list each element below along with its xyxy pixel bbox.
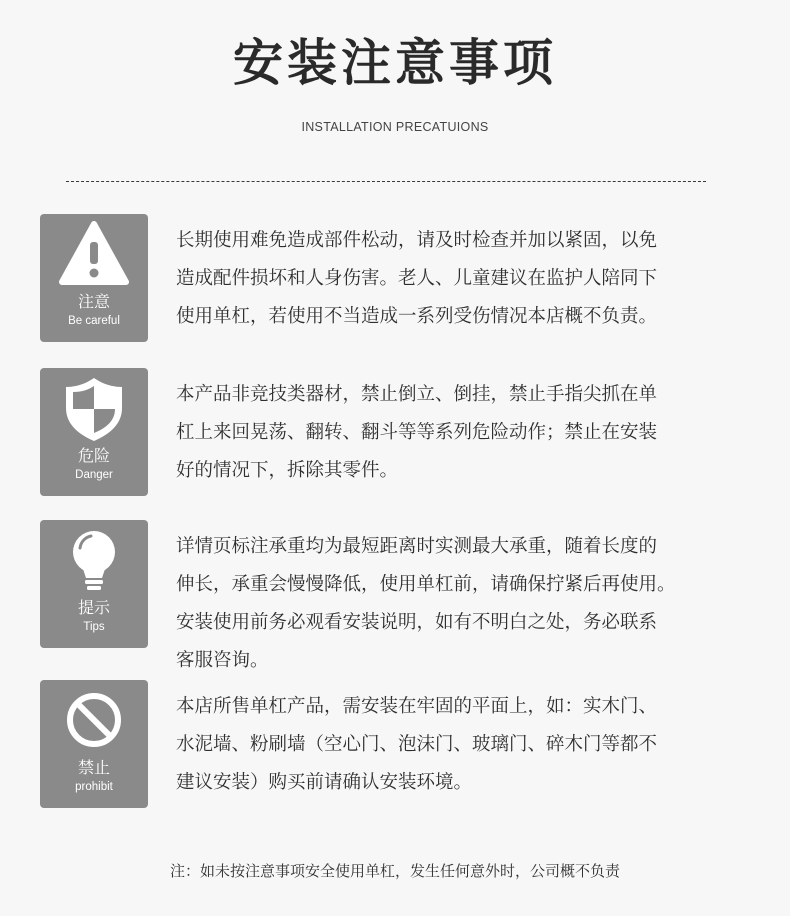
danger-text: 本产品非竞技类器材，禁止倒立、倒挂，禁止手指尖抓在单 杠上来回晃荡、翻转、翻斗等等系列危险动作；禁止在安装 好的情况下，拆除其零件。 [176, 384, 658, 481]
prohibit-text: 本店所售单杠产品，需安装在牢固的平面上，如：实木门、 水泥墙、粉刷墙（空心门、泡沫门、玻璃门、碎木门等都不 建议安装）购买前请确认安装环境。 [176, 696, 658, 793]
prohibited-icon [40, 680, 148, 760]
prohibit-label-cn: 禁止 [77, 758, 110, 777]
careful-badge [40, 214, 148, 342]
careful-label-en: Be careful [68, 315, 120, 327]
danger-label-cn: 危险 [77, 446, 110, 465]
tips-badge [40, 520, 148, 648]
careful-text: 长期使用难免造成部件松动，请及时检查并加以紧固，以免 造成配件损坏和人身伤害。老人、儿童建议在监护人陪同下 使用单杠，若使用不当造成一系列受伤情况本店概不负责。 [176, 230, 658, 327]
warning-icon [40, 214, 148, 294]
prohibit-label-en: prohibit [75, 781, 113, 793]
tips-text: 详情页标注承重均为最短距离时实测最大承重，随着长度的 伸长，承重会慢慢降低，使用单杠前，请确保拧紧后再使用。 安装使用前务必观看安装说明，如有不明白之处，务必联系 客服咨询。 [176, 536, 676, 671]
careful-label-cn: 注意 [77, 292, 110, 311]
danger-badge [40, 368, 148, 496]
disclaimer-note: 注：如未按注意事项安全使用单杠，发生任何意外时，公司概不负责 [169, 862, 620, 880]
prohibit-badge [40, 680, 148, 808]
page-subtitle: INSTALLATION PRECATUIONS [301, 120, 489, 134]
shield-icon [40, 368, 148, 448]
lightbulb-icon [40, 520, 148, 600]
tips-label-cn: 提示 [77, 598, 110, 617]
dashed-divider [66, 181, 706, 182]
danger-label-en: Danger [75, 469, 113, 481]
tips-label-en: Tips [83, 621, 105, 633]
page-title: 安装注意事项 [233, 34, 557, 92]
